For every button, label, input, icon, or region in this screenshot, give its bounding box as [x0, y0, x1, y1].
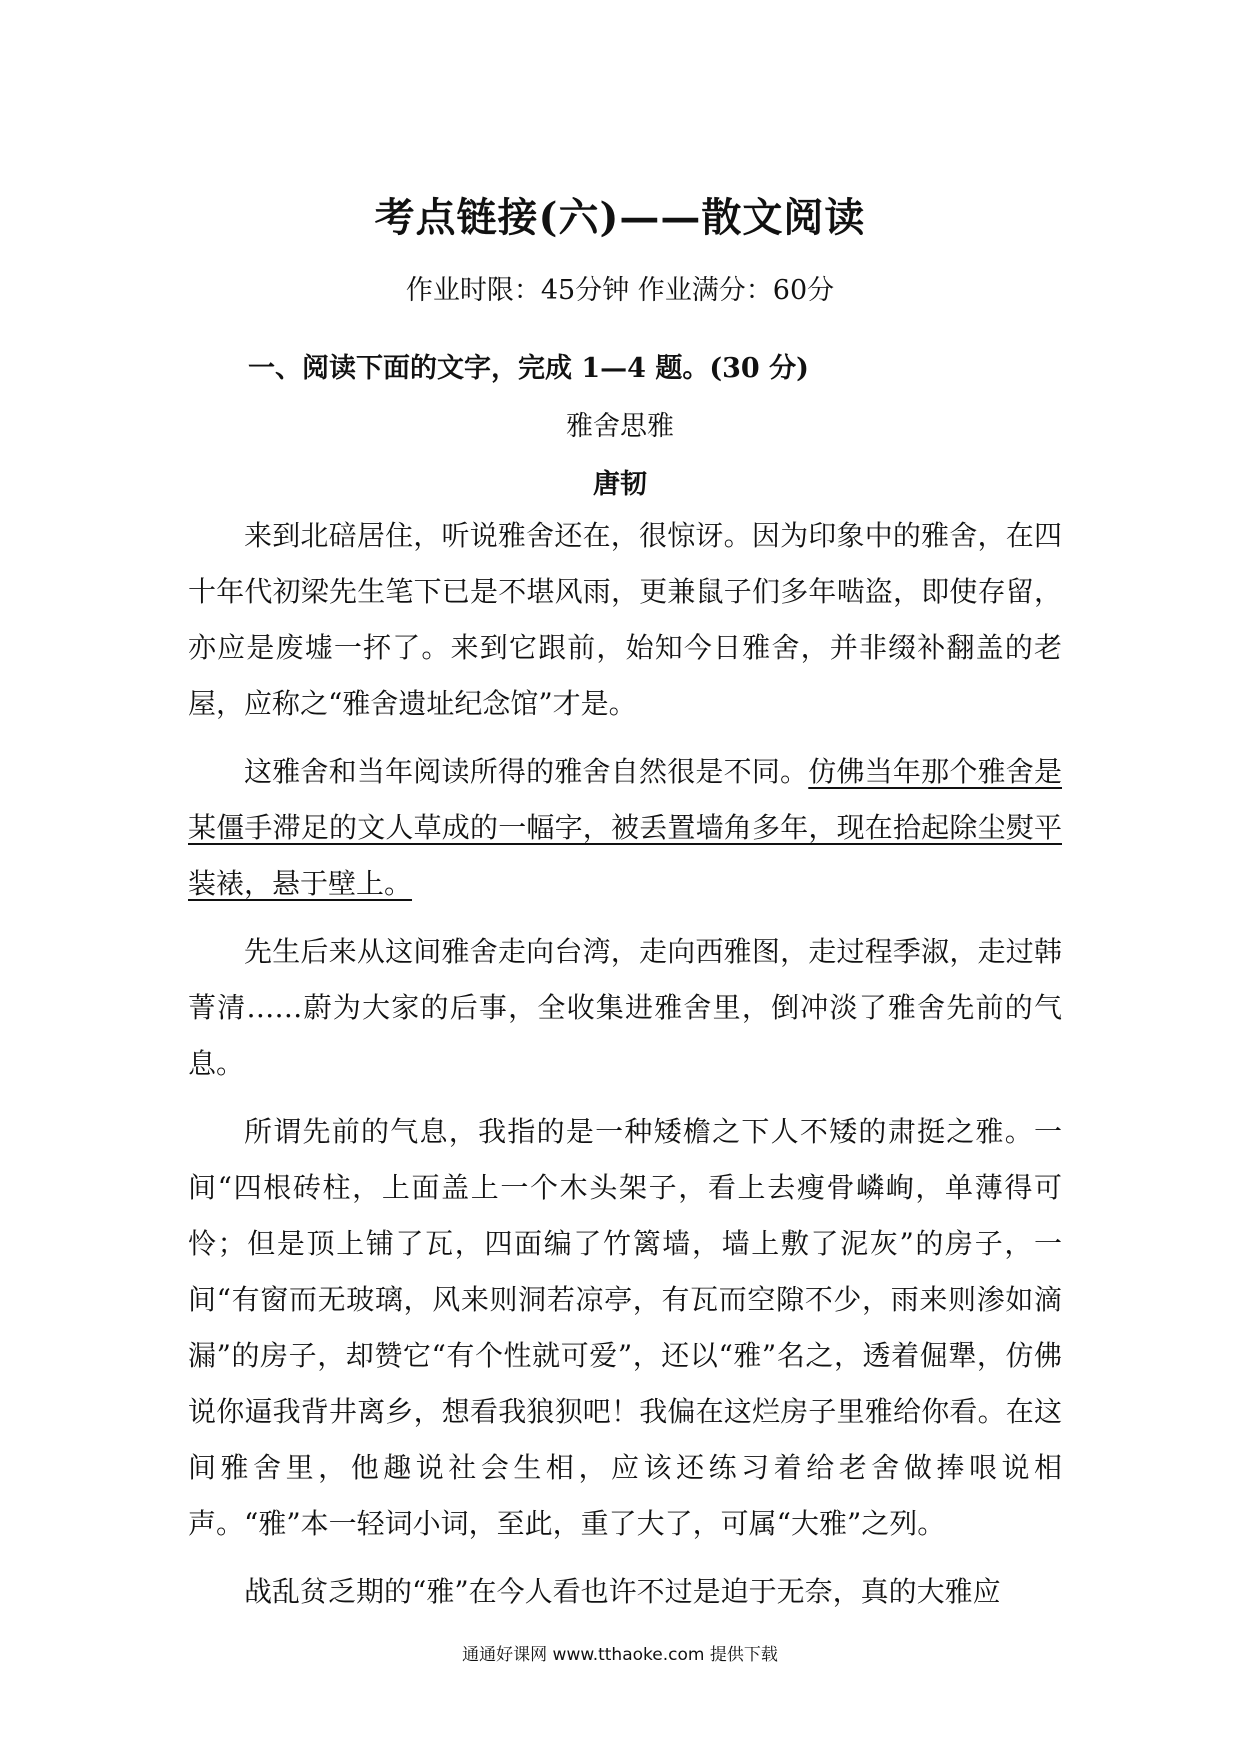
- paragraph: 所谓先前的气息，我指的是一种矮檐之下人不矮的肃挺之雅。一间“四根砖柱，上面盖上一个木头架子，看上去瘦骨嶙峋，单薄得可怜；但是顶上铺了瓦，四面编了竹篱墙，墙上敷了泥灰”的房子，一间“有窗而无玻璃，风来则洞若凉亭，有瓦而空隙不少，雨来则渗如滴漏”的房子，却赞它“有个性就可爱”，还以“雅”名之，透着倔犟，仿佛说你逼我背井离乡，想看我狼狈吧！我偏在这烂房子里雅给你看。在这间雅舍里，他趣说社会生相，应该还练习着给老舍做捧哏说相声。“雅”本一轻词小词，至此，重了大了，可属“大雅”之列。: [188, 1115, 1062, 1540]
- underlined-sentence: 仿佛当年那个雅舍是某僵手滞足的文人草成的一幅字，被丢置墙角多年，现在拾起除尘熨平装裱，悬于壁上。: [188, 755, 1062, 900]
- paragraph: 先生后来从这间雅舍走向台湾，走向西雅图，走过程季淑，走过韩菁清……蔚为大家的后事，全收集进雅舍里，倒冲淡了雅舍先前的气息。: [188, 935, 1062, 1080]
- essay-author: 唐韧: [593, 469, 647, 500]
- page-title: 考点链接(六)——散文阅读: [374, 194, 866, 241]
- footer-source: 通通好课网 www.tthaoke.com 提供下载: [462, 1645, 778, 1665]
- assignment-meta: 作业时限：45分钟 作业满分：60分: [405, 275, 835, 306]
- paragraph: 来到北碚居住，听说雅舍还在，很惊讶。因为印象中的雅舍，在四十年代初梁先生笔下已是不堪风雨，更兼鼠子们多年啮盗，即使存留，亦应是废墟一抔了。来到它跟前，始知今日雅舍，并非缀补翻盖的老屋，应称之“雅舍遗址纪念馆”才是。: [188, 519, 1062, 720]
- paragraph: 这雅舍和当年阅读所得的雅舍自然很是不同。仿佛当年那个雅舍是某僵手滞足的文人草成的一幅字，被丢置墙角多年，现在拾起除尘熨平装裱，悬于壁上。: [188, 755, 1062, 900]
- essay-title: 雅舍思雅: [566, 411, 674, 442]
- paragraph: 战乱贫乏期的“雅”在今人看也许不过是迫于无奈，真的大雅应: [244, 1575, 1001, 1608]
- essay-body: [188, 508, 1062, 1632]
- section-heading: 一、阅读下面的文字，完成 1—4 题。(30 分): [248, 353, 809, 384]
